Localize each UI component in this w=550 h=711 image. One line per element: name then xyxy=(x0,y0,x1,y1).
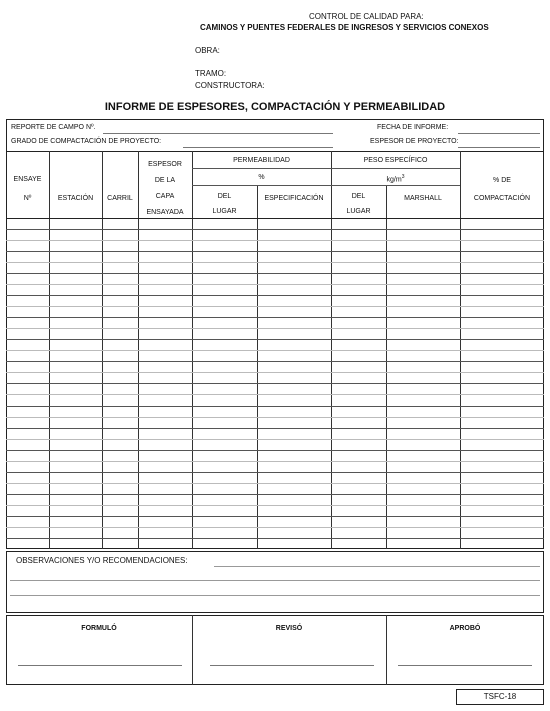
col-compactacion-1: % DE xyxy=(493,177,511,184)
reviso-signature-line[interactable] xyxy=(210,665,374,666)
group-header-line xyxy=(192,168,460,169)
table-row-line xyxy=(6,394,544,395)
table-row-line xyxy=(6,516,544,517)
espesor-proyecto-label: ESPESOR DE PROYECTO: xyxy=(370,138,459,145)
col-permeabilidad: PERMEABILIDAD xyxy=(233,157,290,164)
table-row-line xyxy=(6,538,544,539)
observaciones-line[interactable] xyxy=(10,580,540,581)
col-compactacion-2: COMPACTACIÓN xyxy=(473,195,531,202)
table-row-line xyxy=(6,229,544,230)
obra-label: OBRA: xyxy=(195,46,220,55)
fecha-label: FECHA DE INFORME: xyxy=(377,124,449,131)
table-row-line xyxy=(6,383,544,384)
col-carril: CARRIL xyxy=(107,195,133,202)
col-peso-unit-text: kg/m xyxy=(386,176,402,184)
table-row-line xyxy=(6,372,544,373)
col-permeabilidad-unit: % xyxy=(258,174,265,181)
col-especificacion: ESPECIFICACIÓN xyxy=(264,195,324,202)
grado-line[interactable] xyxy=(183,147,333,148)
constructora-label: CONSTRUCTORA: xyxy=(195,81,265,90)
col-peso-lugar-2: LUGAR xyxy=(346,208,371,215)
table-row-line xyxy=(6,284,544,285)
reporte-line[interactable] xyxy=(103,133,333,134)
form-code: TSFC-18 xyxy=(456,689,544,705)
table-row-line xyxy=(6,494,544,495)
observaciones-line[interactable] xyxy=(10,595,540,596)
table-row-line xyxy=(6,483,544,484)
header-top-line xyxy=(6,151,544,152)
aprobo-signature-line[interactable] xyxy=(398,665,532,666)
page-title: INFORME DE ESPESORES, COMPACTACIÓN Y PERMEABILIDAD xyxy=(104,101,446,113)
table-row-line xyxy=(6,406,544,407)
fecha-line[interactable] xyxy=(458,133,540,134)
reporte-label: REPORTE DE CAMPO Nº. xyxy=(11,124,96,131)
col-perm-lugar-2: LUGAR xyxy=(212,208,237,215)
header-line-2: CAMINOS Y PUENTES FEDERALES DE INGRESOS Y SERVICIOS CONEXOS xyxy=(200,23,489,32)
espesor-proyecto-line[interactable] xyxy=(458,147,540,148)
col-espesor-3: CAPA xyxy=(155,193,175,200)
table-row-line xyxy=(6,262,544,263)
col-espesor-4: ENSAYADA xyxy=(146,209,184,216)
table-row-line xyxy=(6,417,544,418)
table-row-line xyxy=(6,439,544,440)
table-row-line xyxy=(6,461,544,462)
col-ensaye-2: Nº xyxy=(23,195,32,202)
tramo-label: TRAMO: xyxy=(195,69,227,78)
col-peso-lugar-1: DEL xyxy=(351,193,366,200)
col-peso-unit xyxy=(331,173,460,184)
col-marshall: MARSHALL xyxy=(404,195,442,202)
table-row-line xyxy=(6,350,544,351)
observaciones-label: OBSERVACIONES Y/O RECOMENDACIONES: xyxy=(16,556,188,565)
table-row-line xyxy=(6,361,544,362)
header-bottom-line xyxy=(6,218,544,219)
table-row-line xyxy=(6,450,544,451)
aprobo-label: APROBÓ xyxy=(449,625,481,632)
col-peso-unit-sup: 3 xyxy=(401,174,405,180)
header-line-1: CONTROL DE CALIDAD PARA: xyxy=(309,12,424,21)
table-row-line xyxy=(6,240,544,241)
observaciones-line[interactable] xyxy=(214,566,540,567)
col-perm-lugar-1: DEL xyxy=(217,193,232,200)
table-row-line xyxy=(6,306,544,307)
table-row-line xyxy=(6,317,544,318)
col-espesor-1: ESPESOR xyxy=(148,161,182,168)
col-ensaye-1: ENSAYE xyxy=(13,176,42,183)
grado-label: GRADO DE COMPACTACIÓN DE PROYECTO: xyxy=(11,138,162,145)
table-row-line xyxy=(6,428,544,429)
table-row-line xyxy=(6,505,544,506)
reviso-label: REVISÓ xyxy=(275,625,303,632)
table-row-line xyxy=(6,527,544,528)
col-espesor-2: DE LA xyxy=(154,177,176,184)
formulo-signature-line[interactable] xyxy=(18,665,182,666)
table-row-line xyxy=(6,328,544,329)
group-header-line xyxy=(192,185,460,186)
table-row-line xyxy=(6,339,544,340)
table-row-line xyxy=(6,295,544,296)
formulo-label: FORMULÓ xyxy=(81,625,117,632)
table-row-line xyxy=(6,273,544,274)
table-row-line xyxy=(6,251,544,252)
col-peso-especifico: PESO ESPECÍFICO xyxy=(363,157,428,164)
table-row-line xyxy=(6,472,544,473)
col-estacion: ESTACIÓN xyxy=(57,195,94,202)
